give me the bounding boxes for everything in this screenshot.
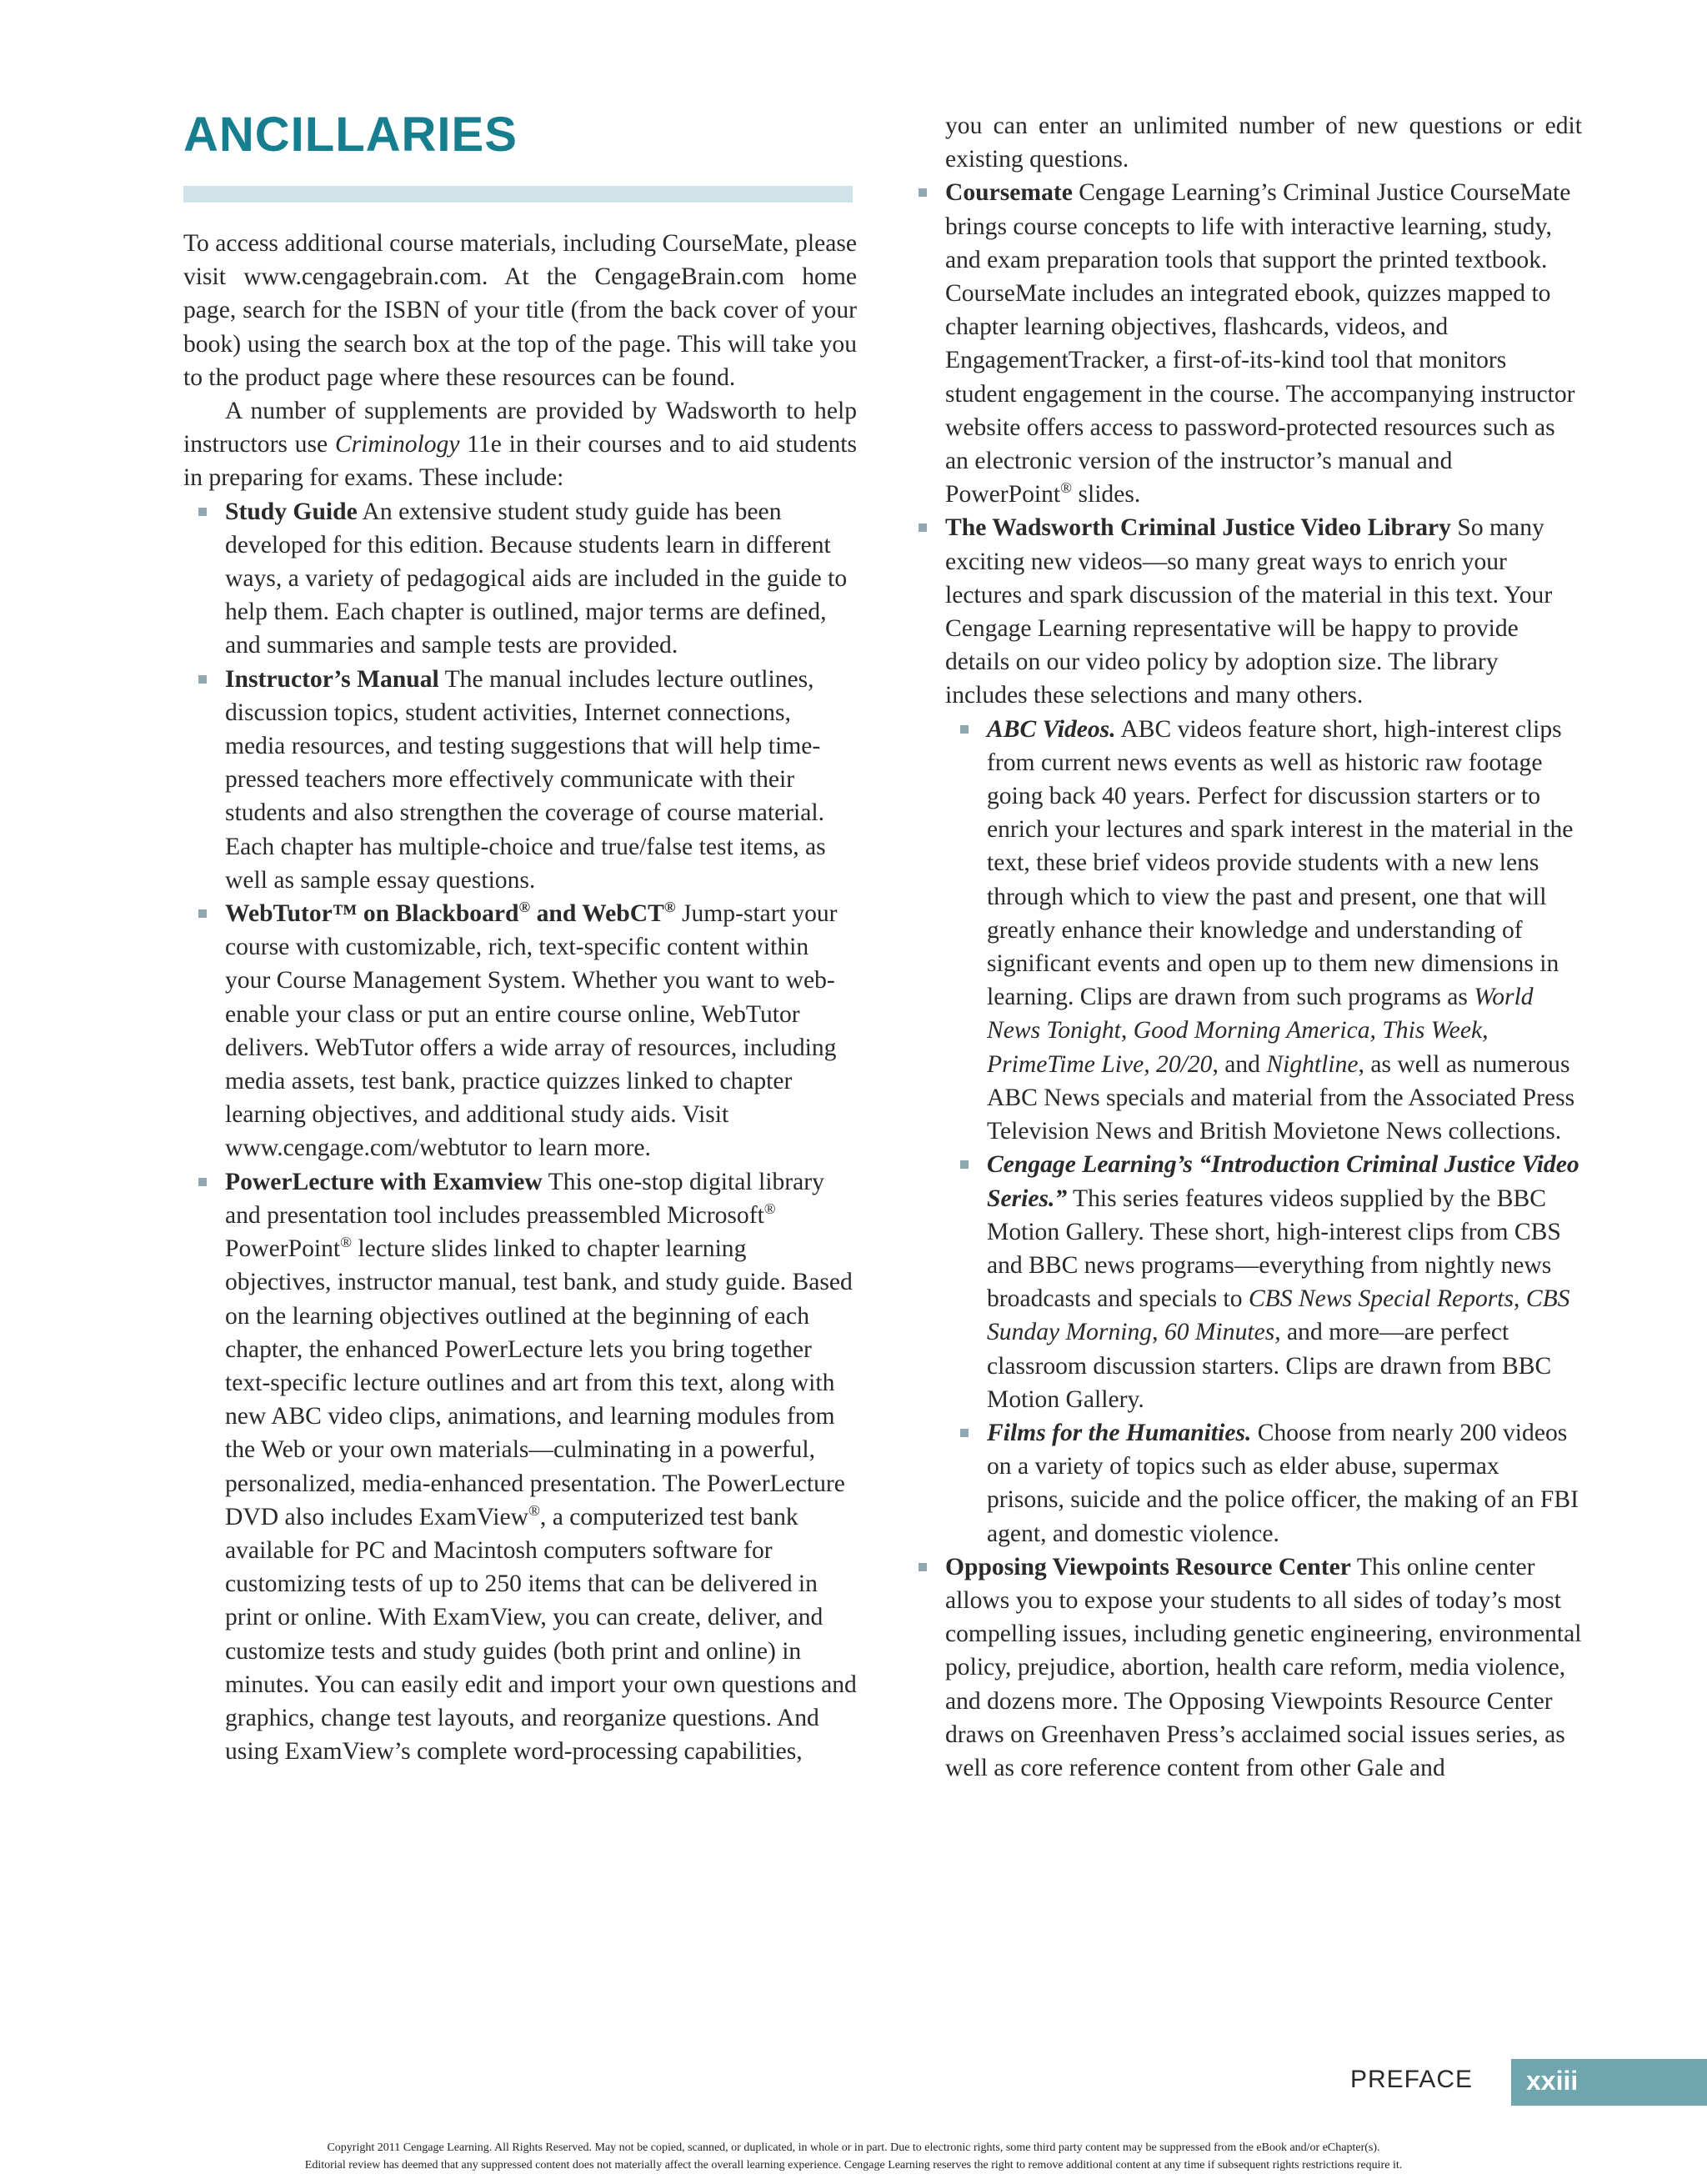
section-heading: ANCILLARIES [183, 108, 518, 162]
book-title: Criminology [334, 431, 460, 458]
heading-rule [183, 186, 853, 203]
item-title: Study Guide [225, 498, 358, 525]
list-item-video-library: The Wadsworth Criminal Justice Video Library So many exciting new videos—so many great ways to enrich your lectures and spark discussion of the material in this text. Your Cengage Learning representative will be happy to provide details on our video policy by adoption size. The library includes these selections and many others. ABC Videos. ABC videos feature short, high-interest clips from current news events as well as historic raw footage going back 40 years. Perfect for discussion starters or to enrich your lectures and spark interest in the material in the text, these brief videos provide students with a new lens through which to view the past and present, one that will greatly enhance their knowledge and understanding of significant events and open up to them new dimensions in learning. Clips are drawn from such programs as World News Tonight, Good Morning America, This Week, PrimeTime Live, 20/20, and Nightline, as well as numerous ABC News specials and material from the Associated Press Television News and British Movietone News collections. Cengage Learning’s “Introduction Criminal Justice Video Series.” This series features videos supplied by the BBC Motion Gallery. These short, high-interest clips from CBS and BBC news programs—everything from nightly news broadcasts and specials to CBS News Special Reports, CBS Sunday Morning, 60 Minutes, and more—are perfect classroom discussion starters. Clips are drawn from BBC Motion Gallery. Films for the Humanities. Choose from nearly 200 videos on a variety of topics such as elder abuse, supermax prisons, suicide and the police officer, the making of an FBI agent, and domestic violence. [904, 511, 1582, 1550]
left-column [183, 227, 857, 1768]
running-footer-label: PREFACE [1349, 2066, 1473, 2093]
item-title: WebTutor™ on Blackboard® and WebCT® [225, 899, 676, 928]
list-item-instructors-manual: Instructor’s Manual The manual includes lecture outlines, discussion topics, student activities, Internet connections, media resources, and testing suggestions that will help time-pressed teachers more effectively communicate with their students and also strengthen the coverage of course material. Each chapter has multiple-choice and true/false test items, as well as sample essay questions. [183, 663, 857, 897]
item-title: The Wadsworth Criminal Justice Video Library [945, 514, 1451, 542]
supplements-list-continued [904, 176, 1582, 1785]
list-item-opposing-viewpoints: Opposing Viewpoints Resource Center This online center allows you to expose your students to all sides of today’s most compelling issues, including genetic engineering, environmental policy, prejudice, abortion, health care reform, media violence, and dozens more. The Opposing Viewpoints Resource Center draws on Greenhaven Press’s acclaimed social issues series, as well as core reference content from other Gale and [904, 1550, 1582, 1785]
supplements-list [183, 495, 857, 1769]
page-number-tab [1511, 2059, 1707, 2106]
video-sublist [945, 713, 1582, 1550]
sublist-item-cengage-series: Cengage Learning’s “Introduction Criminal Justice Video Series.” This series features videos supplied by the BBC Motion Gallery. These short, high-interest clips from CBS and BBC news programs—everything from nightly news broadcasts and specials to CBS News Special Reports, CBS Sunday Morning, 60 Minutes, and more—are perfect classroom discussion starters. Clips are drawn from BBC Motion Gallery. [945, 1148, 1582, 1416]
item-title: ABC Videos. [987, 715, 1116, 743]
right-column [915, 109, 1582, 1785]
copyright-notice [0, 2139, 1707, 2174]
list-item-study-guide: Study Guide An extensive student study guide has been developed for this edition. Because students learn in different ways, a variety of pedagogical aids are included in the guide to help them. Each chapter is outlined, major terms are defined, and summaries and sample tests are provided. [183, 495, 857, 663]
intro-paragraph: To access additional course materials, including CourseMate, please visit www.cengagebrain.com. At the CengageBrain.com home page, search for the ISBN of your title (from the back cover of your book) using the search box at the top of the page. This will take you to the product page where these resources can be found. [183, 230, 857, 391]
item-title: PowerLecture with Examview [225, 1168, 543, 1195]
list-item-coursemate: Coursemate Cengage Learning’s Criminal Justice CourseMate brings course concepts to life with interactive learning, study, and exam preparation tools that support the printed textbook. CourseMate includes an integrated ebook, quizzes mapped to chapter learning objectives, flashcards, videos, and EngagementTracker, a first-of-its-kind tool that monitors student engagement in the course. The accompanying instructor website offers access to password-protected resources such as an electronic version of the instructor’s manual and PowerPoint® slides. [904, 176, 1582, 511]
item-title: Opposing Viewpoints Resource Center [945, 1553, 1351, 1580]
copyright-line-2: Editorial review has deemed that any suppressed content does not materially affect the overall learning experience. Cengage Learning reserves the right to remove additional content at any time if subsequent rights restrictions require it. [304, 2159, 1403, 2171]
list-item-powerlecture: PowerLecture with Examview This one-stop digital library and presentation tool includes preassembled Microsoft® PowerPoint® lecture slides linked to chapter learning objectives, instructor manual, test bank, and study guide. Based on the learning objectives outlined at the beginning of each chapter, the enhanced PowerLecture lets you bring together text-specific lecture outlines and art from this text, along with new ABC video clips, animations, and learning modules from the Web or your own materials—culminating in a powerful, personalized, media-enhanced presentation. The PowerLecture DVD also includes ExamView®, a computerized test bank available for PC and Macintosh computers software for customizing tests of up to 250 items that can be delivered in print or online. With ExamView, you can create, deliver, and customize tests and study guides (both print and online) in minutes. You can easily edit and import your own questions and graphics, change test layouts, and reorganize questions. And using ExamView’s complete word-processing capabilities, [183, 1165, 857, 1769]
list-item-webtutor: WebTutor™ on Blackboard® and WebCT® Jump-start your course with customizable, rich, text-specific content within your Course Management System. Whether you want to web-enable your class or put an entire course online, WebTutor delivers. WebTutor offers a wide array of resources, including media assets, test bank, practice quizzes linked to chapter learning objectives, and additional study aids. Visit www.cengage.com/webtutor to learn more. [183, 897, 857, 1165]
sublist-item-abc-videos: ABC Videos. ABC videos feature short, high-interest clips from current news events as well as historic raw footage going back 40 years. Perfect for discussion starters or to enrich your lectures and spark interest in the material in the text, these brief videos provide students with a new lens through which to view the past and present, one that will greatly enhance their knowledge and understanding of significant events and open up to them new dimensions in learning. Clips are drawn from such programs as World News Tonight, Good Morning America, This Week, PrimeTime Live, 20/20, and Nightline, as well as numerous ABC News specials and material from the Associated Press Television News and British Movietone News collections. [945, 713, 1582, 1149]
item-title: Coursemate [945, 179, 1073, 207]
page-number: xxiii [1526, 2066, 1579, 2096]
copyright-line-1: Copyright 2011 Cengage Learning. All Rights Reserved. May not be copied, scanned, or duplicated, in whole or in part. Due to electronic rights, some third party content may be suppressed from the eBook and/or eChapter(s). [327, 2141, 1380, 2154]
sublist-item-films-humanities: Films for the Humanities. Choose from nearly 200 videos on a variety of topics such as elder abuse, supermax prisons, suicide and the police officer, the making of an FBI agent, and domestic violence. [945, 1416, 1582, 1550]
item-title: Cengage Learning’s “Introduction Criminal Justice Video Series.” [987, 1151, 1579, 1212]
item-title: Films for the Humanities. [987, 1419, 1252, 1446]
item-title: Instructor’s Manual [225, 665, 439, 693]
powerlecture-continued: you can enter an unlimited number of new questions or edit existing questions. [945, 113, 1582, 173]
supplements-paragraph: A number of supplements are provided by Wadsworth to help instructors use Criminology 11e in their courses and to aid students in preparing for exams. These include: [183, 398, 857, 492]
